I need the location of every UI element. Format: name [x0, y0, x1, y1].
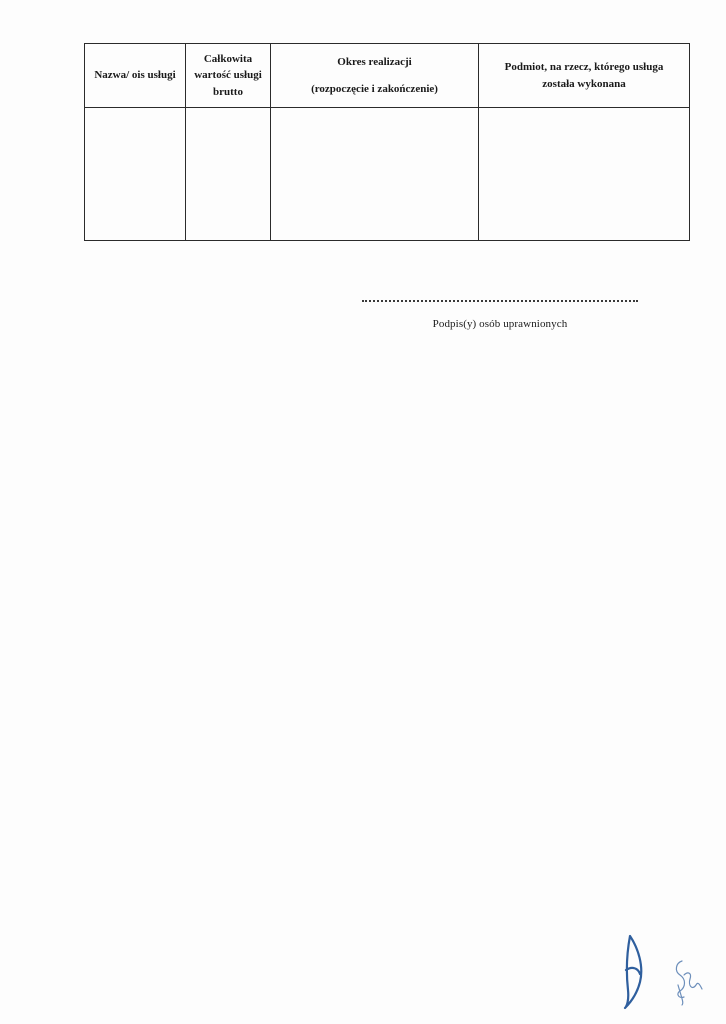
header-total-value: [186, 44, 271, 108]
header-service-name-text: Nazwa/ ois usługi: [94, 69, 176, 82]
header-total-value-line-1: Całkowita: [203, 52, 253, 65]
initial-stroke-2: [676, 961, 702, 1005]
signature-dotted-line: [362, 294, 638, 302]
cell-service-name[interactable]: [85, 108, 186, 241]
header-period: [271, 44, 479, 108]
cell-period[interactable]: [271, 108, 479, 241]
header-recipient: [479, 44, 690, 108]
signature-caption: Podpis(y) osób uprawnionych: [432, 318, 568, 330]
header-period-line-2: (rozpoczęcie i zakończenie): [311, 82, 438, 95]
header-total-value-line-2: wartość usługi: [194, 69, 262, 82]
initial-stroke-1: [625, 936, 641, 1008]
header-service-name: [85, 44, 186, 108]
table-row: [85, 108, 690, 241]
services-table: [84, 43, 690, 241]
header-total-value-line-3: brutto: [213, 85, 243, 98]
cell-recipient[interactable]: [479, 108, 690, 241]
header-recipient-line-1: Podmiot, na rzecz, którego usługa: [504, 61, 664, 73]
handwritten-initial-mark: [618, 932, 648, 1012]
table-header-row: [85, 44, 690, 108]
cell-total-value[interactable]: [186, 108, 271, 241]
handwritten-signature-mark: [670, 955, 708, 1007]
header-period-line-1: Okres realizacji: [337, 56, 412, 68]
header-recipient-line-2: została wykonana: [542, 77, 626, 90]
